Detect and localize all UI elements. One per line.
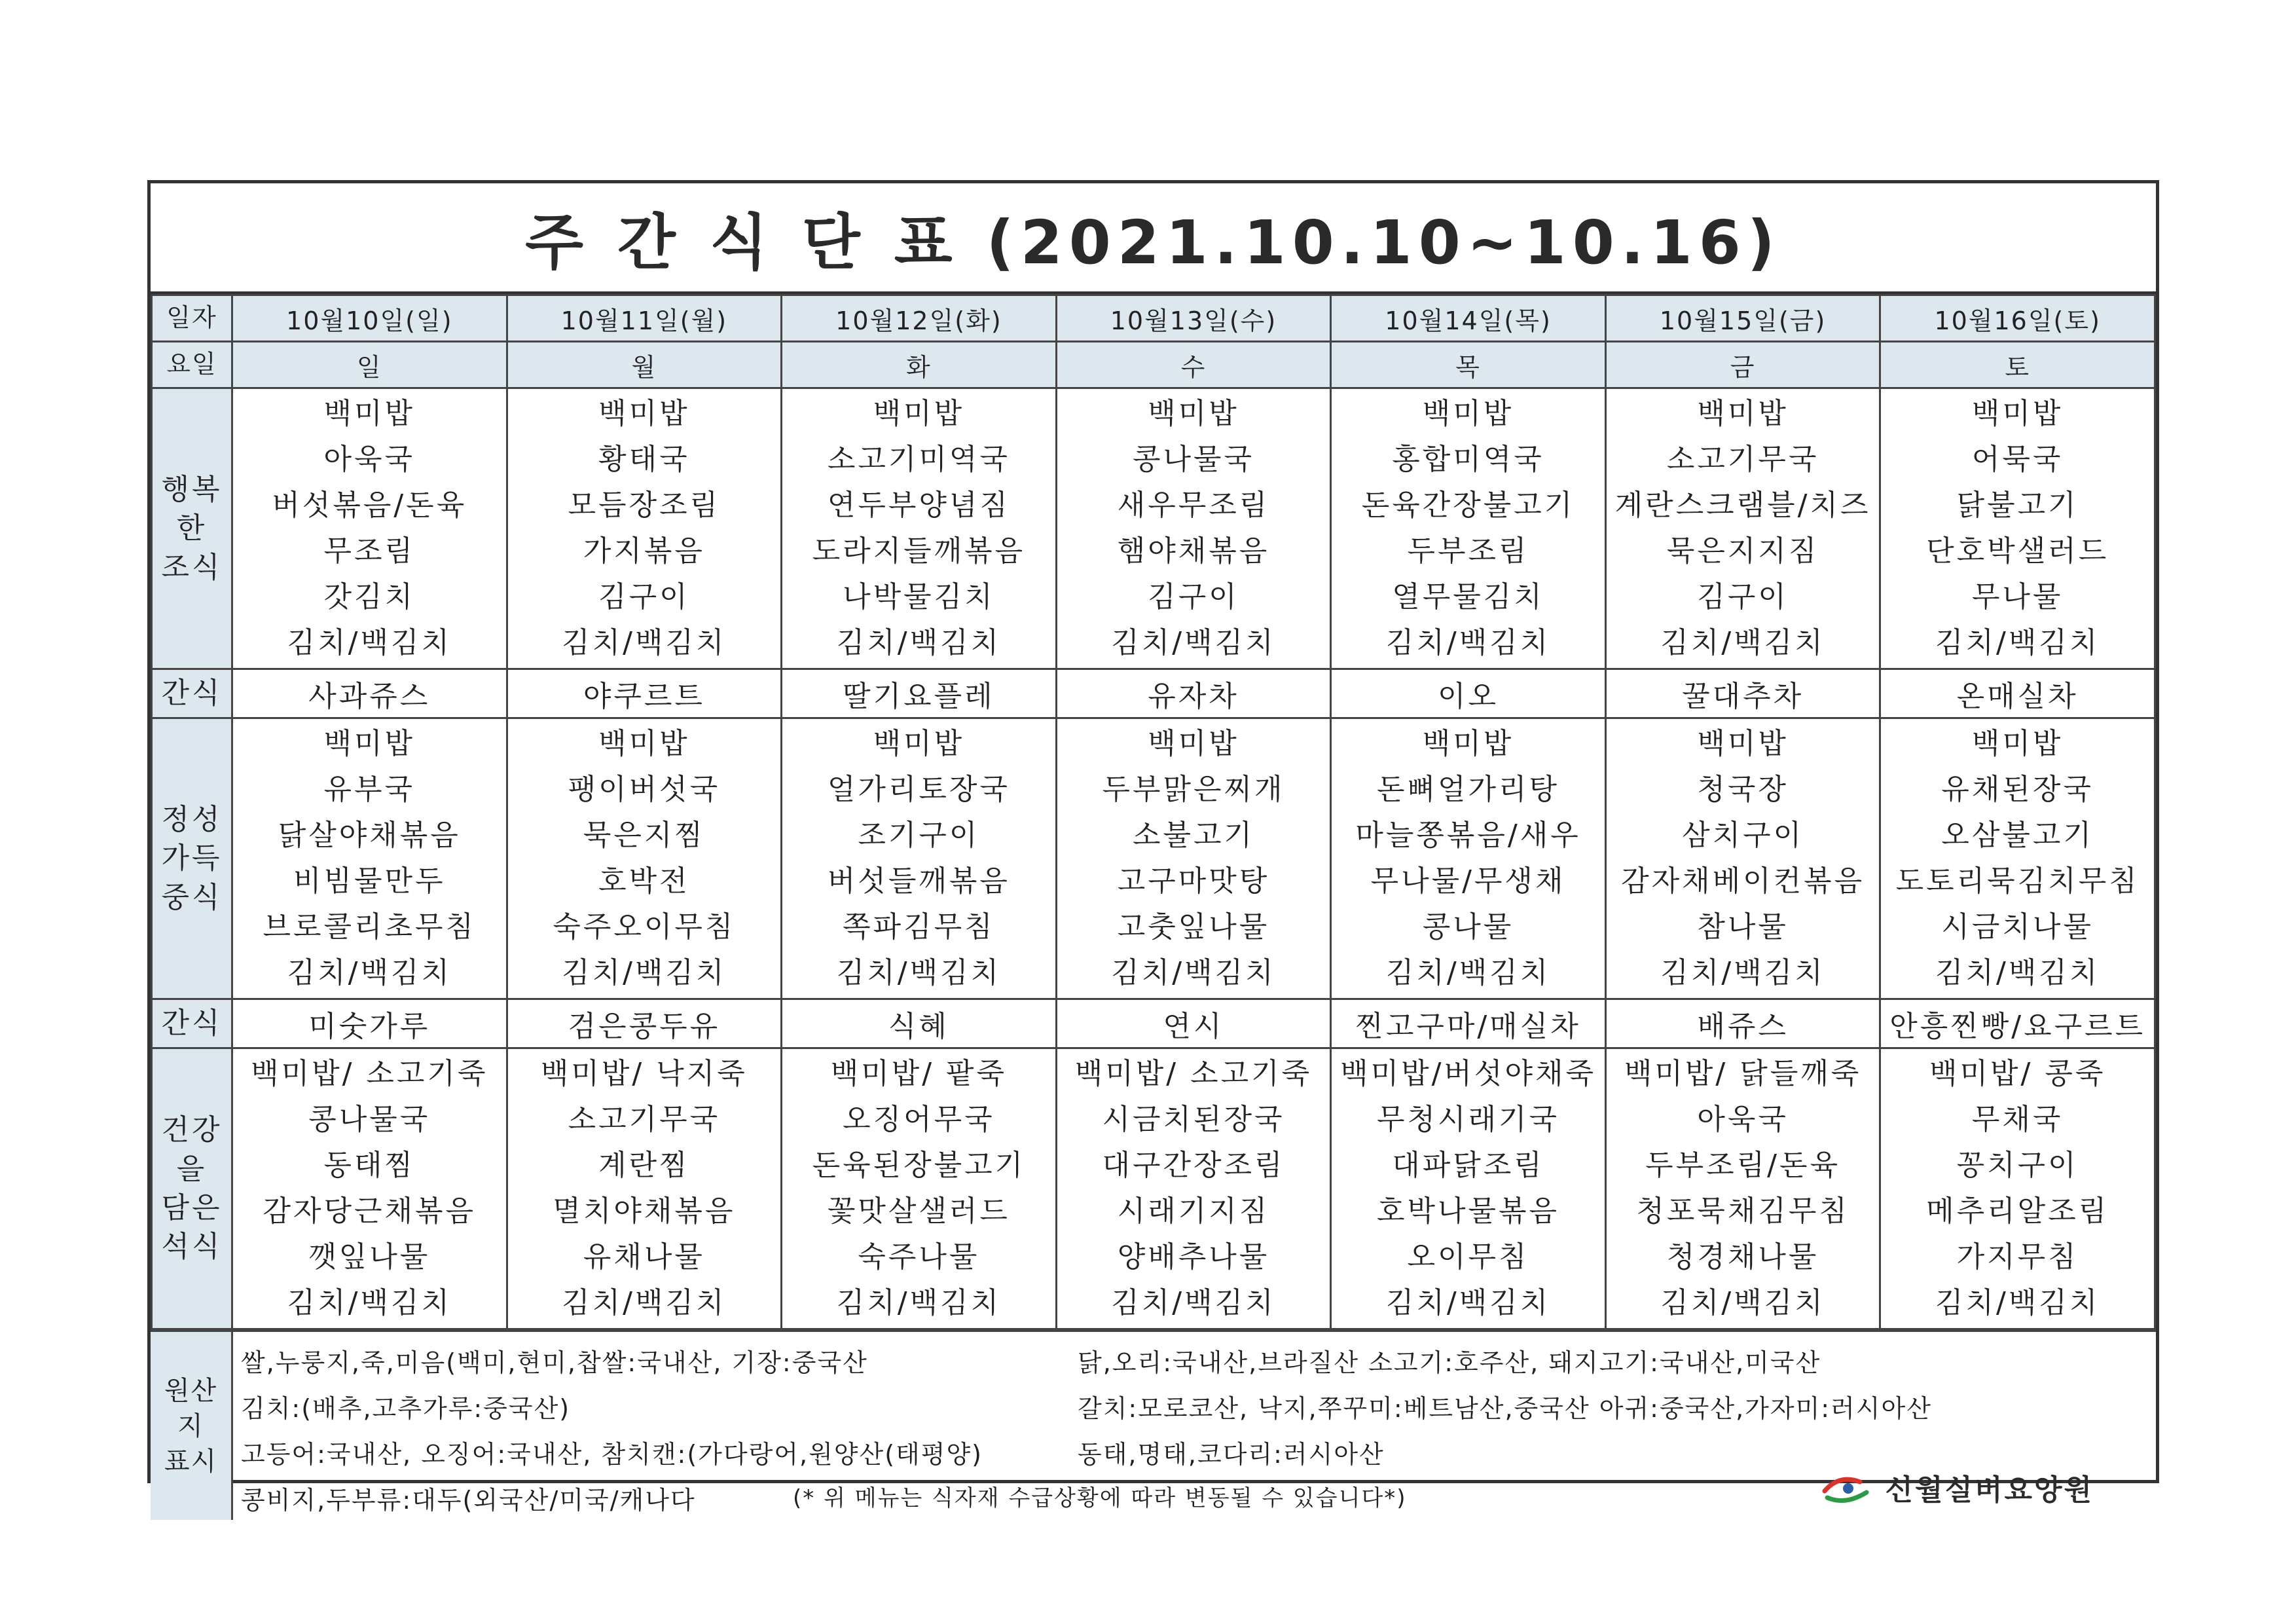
date-cell: 10월12일(화) [782, 295, 1057, 342]
menu-item: 김치/백김치 [1660, 956, 1825, 989]
menu-item: 소고기무국 [1666, 443, 1819, 476]
menu-sheet [147, 180, 2159, 1515]
snack2-row [152, 999, 2155, 1048]
snack1-cell: 사과쥬스 [232, 669, 507, 718]
origin-right-2: 갈치:모로코산, 낙지,쭈꾸미:베트남산,중국산 아귀:중국산,가자미:러시아산 [1078, 1394, 1932, 1423]
menu-item: 백미밥 [598, 397, 690, 430]
snack1-row [152, 669, 2155, 718]
menu-item: 비빔물만두 [293, 864, 446, 898]
dinner-cell [1331, 1048, 1606, 1329]
origin-left-1: 쌀,누룽지,죽,미음(백미,현미,찹쌀:국내산, 기장:중국산 [241, 1348, 868, 1377]
menu-item: 김구이 [1697, 580, 1789, 614]
date-label [152, 295, 232, 342]
breakfast-cell [1880, 388, 2155, 669]
menu-item: 묵은지지짐 [1666, 534, 1819, 568]
menu-item: 호박전 [598, 864, 690, 898]
menu-item: 김치/백김치 [562, 626, 727, 659]
origin-right-3: 동태,명태,코다리:러시아산 [1078, 1440, 1385, 1469]
menu-item: 연두부양념짐 [827, 489, 1010, 522]
menu-item: 돈육간장불고기 [1361, 489, 1575, 522]
menu-item: 백미밥 [873, 397, 965, 430]
menu-item: 김치/백김치 [1935, 626, 2100, 659]
snack1-cell: 딸기요플레 [782, 669, 1057, 718]
lunch-cell [232, 718, 507, 999]
breakfast-label [152, 388, 232, 669]
menu-item: 김치/백김치 [1111, 956, 1276, 989]
menu-item: 열무물김치 [1392, 580, 1544, 614]
lunch-cell [1605, 718, 1880, 999]
menu-item: 오징어무국 [843, 1103, 995, 1136]
snack1-cell: 이오 [1331, 669, 1606, 718]
snack2-cell: 배쥬스 [1605, 999, 1880, 1048]
snack2-cell: 연시 [1056, 999, 1331, 1048]
snack1-label [152, 669, 232, 718]
menu-item: 닭불고기 [1956, 489, 2079, 522]
origin-section [151, 1330, 2156, 1520]
menu-item: 청국장 [1697, 773, 1789, 806]
lunch-cell [1331, 718, 1606, 999]
breakfast-row [152, 388, 2155, 669]
page-title: 주 간 식 단 표 (2021.10.10~10.16) [151, 183, 2156, 294]
menu-item: 무청시래기국 [1377, 1103, 1560, 1136]
menu-item: 유부국 [323, 773, 416, 806]
dinner-row [152, 1048, 2155, 1329]
weekday-cell: 화 [782, 342, 1057, 388]
menu-item: 쪽파김무침 [843, 910, 995, 944]
snack2-cell: 식혜 [782, 999, 1057, 1048]
menu-item: 김치/백김치 [1385, 626, 1551, 659]
menu-item: 무나물 [1971, 580, 2064, 614]
lunch-label [152, 718, 232, 999]
menu-item: 백미밥 [1422, 727, 1514, 760]
menu-item: 백미밥/ 소고기죽 [251, 1057, 488, 1090]
menu-item: 꽁치구이 [1956, 1149, 2079, 1182]
snack2-label-text: 간식 [161, 1006, 223, 1041]
dinner-cell [232, 1048, 507, 1329]
menu-item: 백미밥 [323, 727, 416, 760]
weekday-cell: 금 [1605, 342, 1880, 388]
weekday-cell: 목 [1331, 342, 1606, 388]
menu-item: 새우무조림 [1117, 489, 1270, 522]
weekday-cell: 일 [232, 342, 507, 388]
menu-item: 김구이 [1148, 580, 1239, 614]
menu-item: 김치/백김치 [1935, 1286, 2100, 1320]
menu-item: 돈뼈얼가리탕 [1377, 773, 1560, 806]
menu-item: 돈육된장불고기 [812, 1149, 1026, 1182]
menu-item: 김치/백김치 [836, 956, 1002, 989]
menu-item: 시금치나물 [1941, 910, 2094, 944]
weekday-label-text: 요일 [166, 350, 217, 379]
menu-item: 감자채베이컨볶음 [1621, 864, 1865, 898]
date-cell: 10월13일(수) [1056, 295, 1331, 342]
lunch-label-text: 정성 가득 중식 [161, 802, 223, 914]
menu-item: 유채된장국 [1941, 773, 2094, 806]
menu-item: 아욱국 [323, 443, 416, 476]
menu-item: 버섯들깨볶음 [827, 864, 1010, 898]
dinner-label [152, 1048, 232, 1329]
menu-item: 계란스크램블/치즈 [1614, 489, 1871, 522]
weekday-cell: 수 [1056, 342, 1331, 388]
breakfast-cell [232, 388, 507, 669]
menu-item: 호박나물볶음 [1377, 1194, 1560, 1228]
date-cell: 10월10일(일) [232, 295, 507, 342]
snack2-cell: 검은콩두유 [507, 999, 782, 1048]
menu-item: 무나물/무생채 [1370, 864, 1566, 898]
menu-item: 콩나물국 [1132, 443, 1254, 476]
logo-mark-icon [1819, 1467, 1876, 1507]
menu-item: 꽃맛살샐러드 [827, 1194, 1010, 1228]
menu-item: 대구간장조림 [1102, 1149, 1285, 1182]
logo [1819, 1466, 2094, 1508]
date-cell: 10월16일(토) [1880, 295, 2155, 342]
menu-item: 마늘쫑볶음/새우 [1355, 819, 1581, 852]
menu-item: 백미밥 [1971, 727, 2064, 760]
date-label-text: 일자 [166, 303, 217, 333]
weekday-row [152, 342, 2155, 388]
menu-item: 콩나물국 [308, 1103, 431, 1136]
snack1-cell: 온매실차 [1880, 669, 2155, 718]
lunch-row [152, 718, 2155, 999]
menu-item: 두부맑은찌개 [1102, 773, 1285, 806]
menu-item: 김치/백김치 [562, 956, 727, 989]
menu-item: 황태국 [598, 443, 690, 476]
snack2-cell: 안흥찐빵/요구르트 [1880, 999, 2155, 1048]
snack1-cell: 유자차 [1056, 669, 1331, 718]
menu-item: 시래기지짐 [1117, 1194, 1270, 1228]
menu-item: 깻잎나물 [308, 1240, 431, 1274]
menu-item: 메추리알조림 [1926, 1194, 2109, 1228]
menu-item: 단호박샐러드 [1926, 534, 2109, 568]
menu-item: 무조림 [323, 534, 416, 568]
menu-item: 참나물 [1697, 910, 1789, 944]
menu-item: 소고기무국 [568, 1103, 721, 1136]
dinner-cell [1880, 1048, 2155, 1329]
menu-item: 백미밥 [323, 397, 416, 430]
menu-item: 양배추나물 [1117, 1240, 1270, 1274]
menu-item: 두부조림 [1407, 534, 1529, 568]
menu-item: 도토리묵김치무침 [1895, 864, 2140, 898]
menu-item: 김치/백김치 [1385, 1286, 1551, 1320]
menu-item: 백미밥/ 닭들깨죽 [1624, 1057, 1862, 1090]
snack1-cell: 야쿠르트 [507, 669, 782, 718]
menu-item: 유채나물 [583, 1240, 705, 1274]
menu-item: 닭살야채볶음 [278, 819, 461, 852]
menu-item: 백미밥 [1148, 397, 1239, 430]
menu-item: 김치/백김치 [287, 626, 452, 659]
menu-item: 백미밥/버섯야채죽 [1340, 1057, 1596, 1090]
logo-text: 신월실버요양원 [1885, 1473, 2094, 1507]
menu-item: 김치/백김치 [836, 1286, 1002, 1320]
breakfast-cell [507, 388, 782, 669]
menu-item: 멸치야채볶음 [553, 1194, 736, 1228]
menu-change-notice: (* 위 메뉴는 식자재 수급상황에 따라 변동될 수 있습니다*) [793, 1485, 1407, 1511]
menu-item: 갓김치 [323, 580, 416, 614]
menu-item: 김치/백김치 [1111, 626, 1276, 659]
lunch-cell [1056, 718, 1331, 999]
menu-item: 백미밥 [1697, 397, 1789, 430]
origin-left-3: 고등어:국내산, 오징어:국내산, 참치캔:(가다랑어,원양산(태평양) [241, 1440, 983, 1469]
menu-item: 소고기미역국 [827, 443, 1010, 476]
snack2-label [152, 999, 232, 1048]
weekday-cell: 월 [507, 342, 782, 388]
menu-item: 김치/백김치 [562, 1286, 727, 1320]
date-cell: 10월11일(월) [507, 295, 782, 342]
menu-item: 시금치된장국 [1102, 1103, 1285, 1136]
menu-item: 동태찜 [323, 1149, 416, 1182]
snack2-cell: 찐고구마/매실차 [1331, 999, 1606, 1048]
menu-item: 백미밥 [873, 727, 965, 760]
menu-item: 콩나물 [1422, 910, 1514, 944]
menu-item: 김치/백김치 [287, 1286, 452, 1320]
menu-item: 삼치구이 [1682, 819, 1804, 852]
breakfast-cell [1056, 388, 1331, 669]
menu-item: 청포묵채김무침 [1636, 1194, 1850, 1228]
date-cell: 10월15일(금) [1605, 295, 1880, 342]
breakfast-cell [1605, 388, 1880, 669]
snack2-cell: 미숫가루 [232, 999, 507, 1048]
lunch-cell [782, 718, 1057, 999]
menu-item: 나박물김치 [843, 580, 995, 614]
menu-item: 백미밥/ 콩죽 [1929, 1057, 2106, 1090]
menu-item: 백미밥/ 낙지죽 [540, 1057, 748, 1090]
breakfast-cell [1331, 388, 1606, 669]
origin-label [151, 1332, 233, 1520]
menu-item: 백미밥 [1148, 727, 1239, 760]
menu-item: 두부조림/돈육 [1645, 1149, 1841, 1182]
menu-item: 김치/백김치 [287, 956, 452, 989]
menu-item: 대파닭조림 [1392, 1149, 1544, 1182]
menu-item: 고춧잎나물 [1117, 910, 1270, 944]
menu-item: 김치/백김치 [1935, 956, 2100, 989]
menu-item: 김치/백김치 [1660, 1286, 1825, 1320]
dinner-label-text: 건강 을 담은 석식 [161, 1113, 223, 1264]
menu-item: 팽이버섯국 [568, 773, 721, 806]
menu-item: 김구이 [598, 580, 690, 614]
menu-item: 가지무침 [1956, 1240, 2079, 1274]
menu-item: 햄야채볶음 [1117, 534, 1270, 568]
menu-item: 김치/백김치 [836, 626, 1002, 659]
origin-label-text: 원산 지 표시 [164, 1375, 218, 1477]
date-row [152, 295, 2155, 342]
menu-item: 김치/백김치 [1385, 956, 1551, 989]
menu-item: 오삼불고기 [1941, 819, 2094, 852]
lunch-cell [1880, 718, 2155, 999]
dinner-cell [1056, 1048, 1331, 1329]
menu-item: 오이무침 [1407, 1240, 1529, 1274]
snack1-cell: 꿀대추차 [1605, 669, 1880, 718]
snack1-label-text: 간식 [161, 676, 223, 710]
menu-item: 고구마맛탕 [1117, 864, 1270, 898]
dinner-cell [507, 1048, 782, 1329]
origin-left-2: 김치:(배추,고추가루:중국산) [241, 1394, 571, 1423]
menu-item: 가지볶음 [583, 534, 705, 568]
menu-item: 백미밥/ 팥죽 [830, 1057, 1008, 1090]
menu-item: 숙주나물 [858, 1240, 980, 1274]
menu-item: 김치/백김치 [1660, 626, 1825, 659]
dinner-cell [1605, 1048, 1880, 1329]
breakfast-cell [782, 388, 1057, 669]
menu-table [151, 294, 2156, 1330]
menu-item: 버섯볶음/돈육 [272, 489, 467, 522]
menu-item: 묵은지찜 [583, 819, 705, 852]
weekday-label [152, 342, 232, 388]
menu-item: 소불고기 [1132, 819, 1254, 852]
breakfast-label-text: 행복 한 조식 [161, 472, 223, 584]
menu-item: 백미밥 [1422, 397, 1514, 430]
menu-item: 아욱국 [1697, 1103, 1789, 1136]
origin-body [233, 1332, 2156, 1520]
menu-item: 모듬장조림 [568, 489, 721, 522]
menu-item: 백미밥 [1971, 397, 2064, 430]
menu-item: 얼가리토장국 [827, 773, 1010, 806]
menu-item: 감자당근채볶음 [263, 1194, 477, 1228]
menu-item: 조기구이 [858, 819, 980, 852]
weekday-cell: 토 [1880, 342, 2155, 388]
menu-item: 백미밥 [1697, 727, 1789, 760]
origin-right-1: 닭,오리:국내산,브라질산 소고기:호주산, 돼지고기:국내산,미국산 [1078, 1348, 1821, 1377]
menu-item: 홍합미역국 [1392, 443, 1544, 476]
menu-item: 도라지들깨볶음 [812, 534, 1026, 568]
menu-item: 숙주오이무침 [553, 910, 736, 944]
origin-left-4: 콩비지,두부류:대두(외국산/미국/캐나다 [241, 1486, 696, 1515]
lunch-cell [507, 718, 782, 999]
menu-item: 청경채나물 [1666, 1240, 1819, 1274]
menu-item: 무채국 [1971, 1103, 2064, 1136]
date-cell: 10월14일(목) [1331, 295, 1606, 342]
menu-item: 계란찜 [598, 1149, 690, 1182]
menu-item: 김치/백김치 [1111, 1286, 1276, 1320]
menu-item: 백미밥 [598, 727, 690, 760]
dinner-cell [782, 1048, 1057, 1329]
menu-item: 어묵국 [1971, 443, 2064, 476]
menu-item: 백미밥/ 소고기죽 [1074, 1057, 1313, 1090]
menu-item: 브로콜리초무침 [263, 910, 477, 944]
